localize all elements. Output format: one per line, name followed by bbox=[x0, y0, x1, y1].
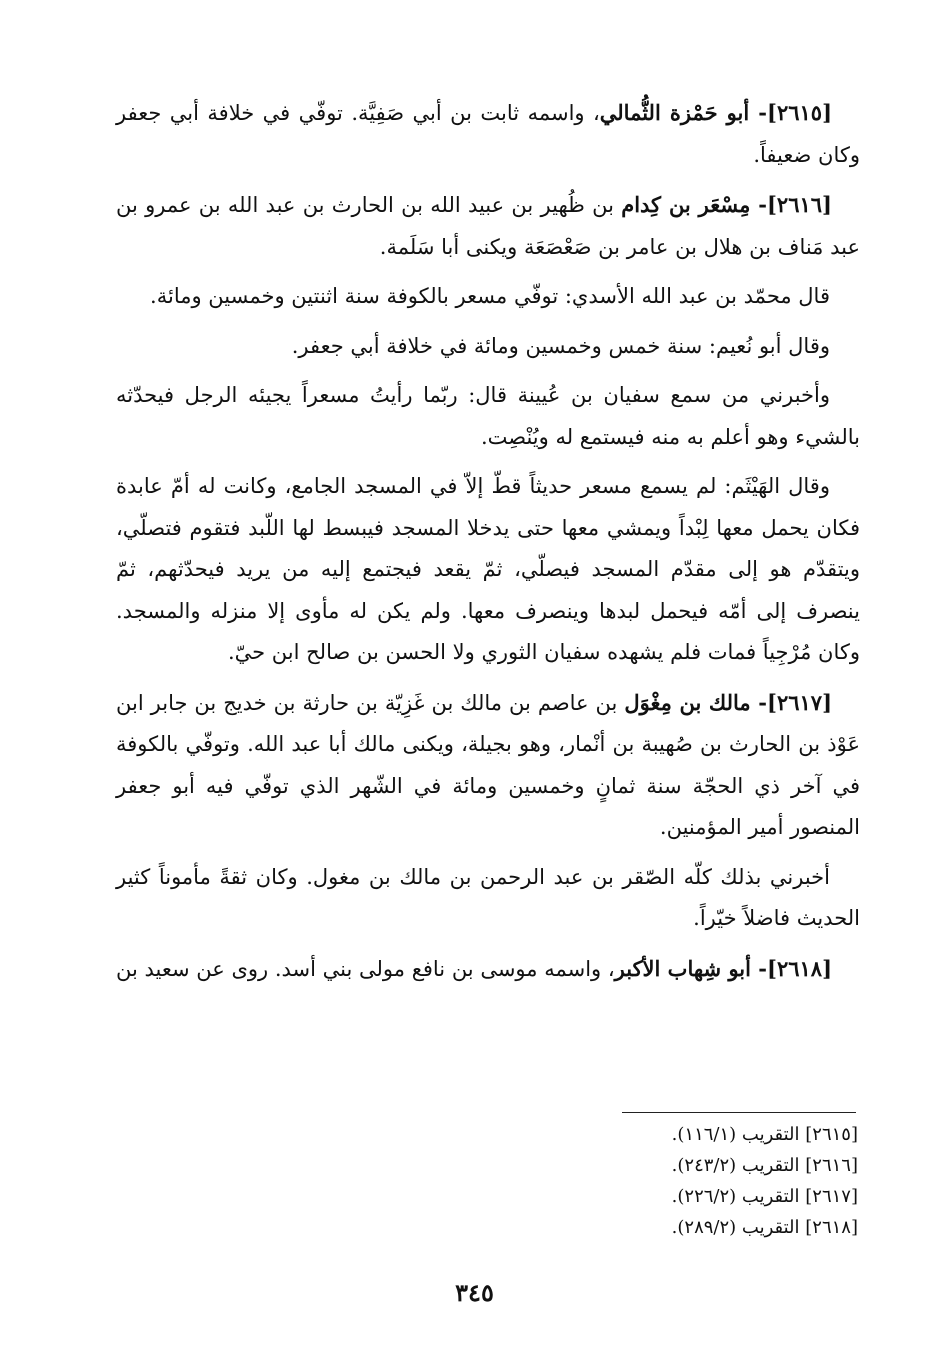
paragraph: وأخبرني من سمع سفيان بن عُيينة قال: ربّما رأيتُ مسعراً يجيئه الرجل فيحدّثه بالشيء وهو أعلم به منه فيستمع له ويُنْصِت. bbox=[116, 383, 860, 449]
entry-text: بن عاصم بن مالك بن غَزِيّة بن حارثة بن خديج بن جابر ابن عَوْذ بن الحارث بن صُهيبة بن أنْمار، وهو بجيلة، ويكنى مالك أبا عبد الله. وتوفّي بالكوفة في آخر ذي الحجّة سنة ثمانٍ وخمسين ومائة في الشّهر الذي توفّي فيه أبو جعفر المنصور أمير المؤمنين. bbox=[116, 690, 860, 839]
paragraph: قال محمّد بن عبد الله الأسدي: توفّي مسعر بالكوفة سنة اثنتين وخمسين ومائة. bbox=[150, 284, 830, 308]
entry-name: - أبو شِهاب الأكبر bbox=[614, 955, 767, 981]
footnote: [٢٦١٧] التقريب (٢٢٦/٢). bbox=[671, 1186, 858, 1207]
paragraph: وقال أبو نُعيم: سنة خمس وخمسين ومائة في خلافة أبي جعفر. bbox=[291, 333, 830, 358]
entry-name: - أبو حَمْزة الثُّمالي bbox=[599, 100, 767, 125]
entry-number: [٢٦١٧] bbox=[767, 689, 832, 715]
footnote-divider bbox=[622, 1112, 856, 1113]
footnote: [٢٦١٨] التقريب (٢٨٩/٢). bbox=[671, 1217, 858, 1238]
paragraph: وقال الهَيْثَم: لم يسمع مسعر حديثاً قطّ إلاّ في المسجد الجامع، وكانت له أمّ عابدة فكان يحمل معها لِبْداً ويمشي معها حتى يدخلا المسجد فيبسط لها اللّبد فتقوم فتصلّي، ويتقدّم هو إلى مقدّم المسجد فيصلّي، ثمّ يقعد فيجتمع إليه من يريد فيحدّثهم، ثمّ ينصرف إلى أمّه فيحمل لبدها وينصرف معها. ولم يكن له مأوى إلا منزله والمسجد. وكان مُرْجِياً فمات فلم يشهده سفيان الثوري ولا الحسن بن صالح ابن حيّ. bbox=[116, 474, 860, 664]
paragraph: أخبرني بذلك كلّه الصّقر بن عبد الرحمن بن مالك بن مغول. وكان ثقةً مأموناً كثير الحديث فاضلاً خيّراً. bbox=[116, 864, 860, 930]
entry-number: [٢٦١٥] bbox=[767, 100, 832, 125]
entry-2616 bbox=[116, 184, 860, 268]
page-number: ٣٤٥ bbox=[455, 1278, 494, 1307]
footnote: [٢٦١٥] التقريب (١١٦/١). bbox=[671, 1124, 858, 1145]
main-text bbox=[116, 92, 860, 998]
entry-text: بن ظُهير بن عبيد الله بن الحارث بن عبد الله بن عمرو بن عبد مَناف بن هلال بن عامر بن صَعْصَعَة ويكنى أبا سَلَمة. bbox=[116, 193, 860, 259]
entry-text: ، واسمه ثابت بن أبي صَفِيَّة. توفّي في خلافة أبي جعفر وكان ضعيفاً. bbox=[116, 101, 860, 167]
entry-2615 bbox=[116, 92, 860, 176]
entry-number: [٢٦١٦] bbox=[766, 192, 832, 217]
entry-text: ، واسمه موسى بن نافع مولى بني أسد. روى عن سعيد بن bbox=[116, 956, 615, 981]
entry-name: - مالك بن مِغْوَل bbox=[624, 689, 767, 715]
entry-number: [٢٦١٨] bbox=[767, 955, 832, 981]
footnotes bbox=[400, 1120, 858, 1244]
entry-2617 bbox=[116, 682, 860, 849]
footnote: [٢٦١٦] التقريب (٢٤٣/٢). bbox=[671, 1155, 858, 1176]
entry-name: - مِسْعَر بن كِدام bbox=[621, 192, 767, 217]
entry-2618 bbox=[116, 948, 860, 991]
